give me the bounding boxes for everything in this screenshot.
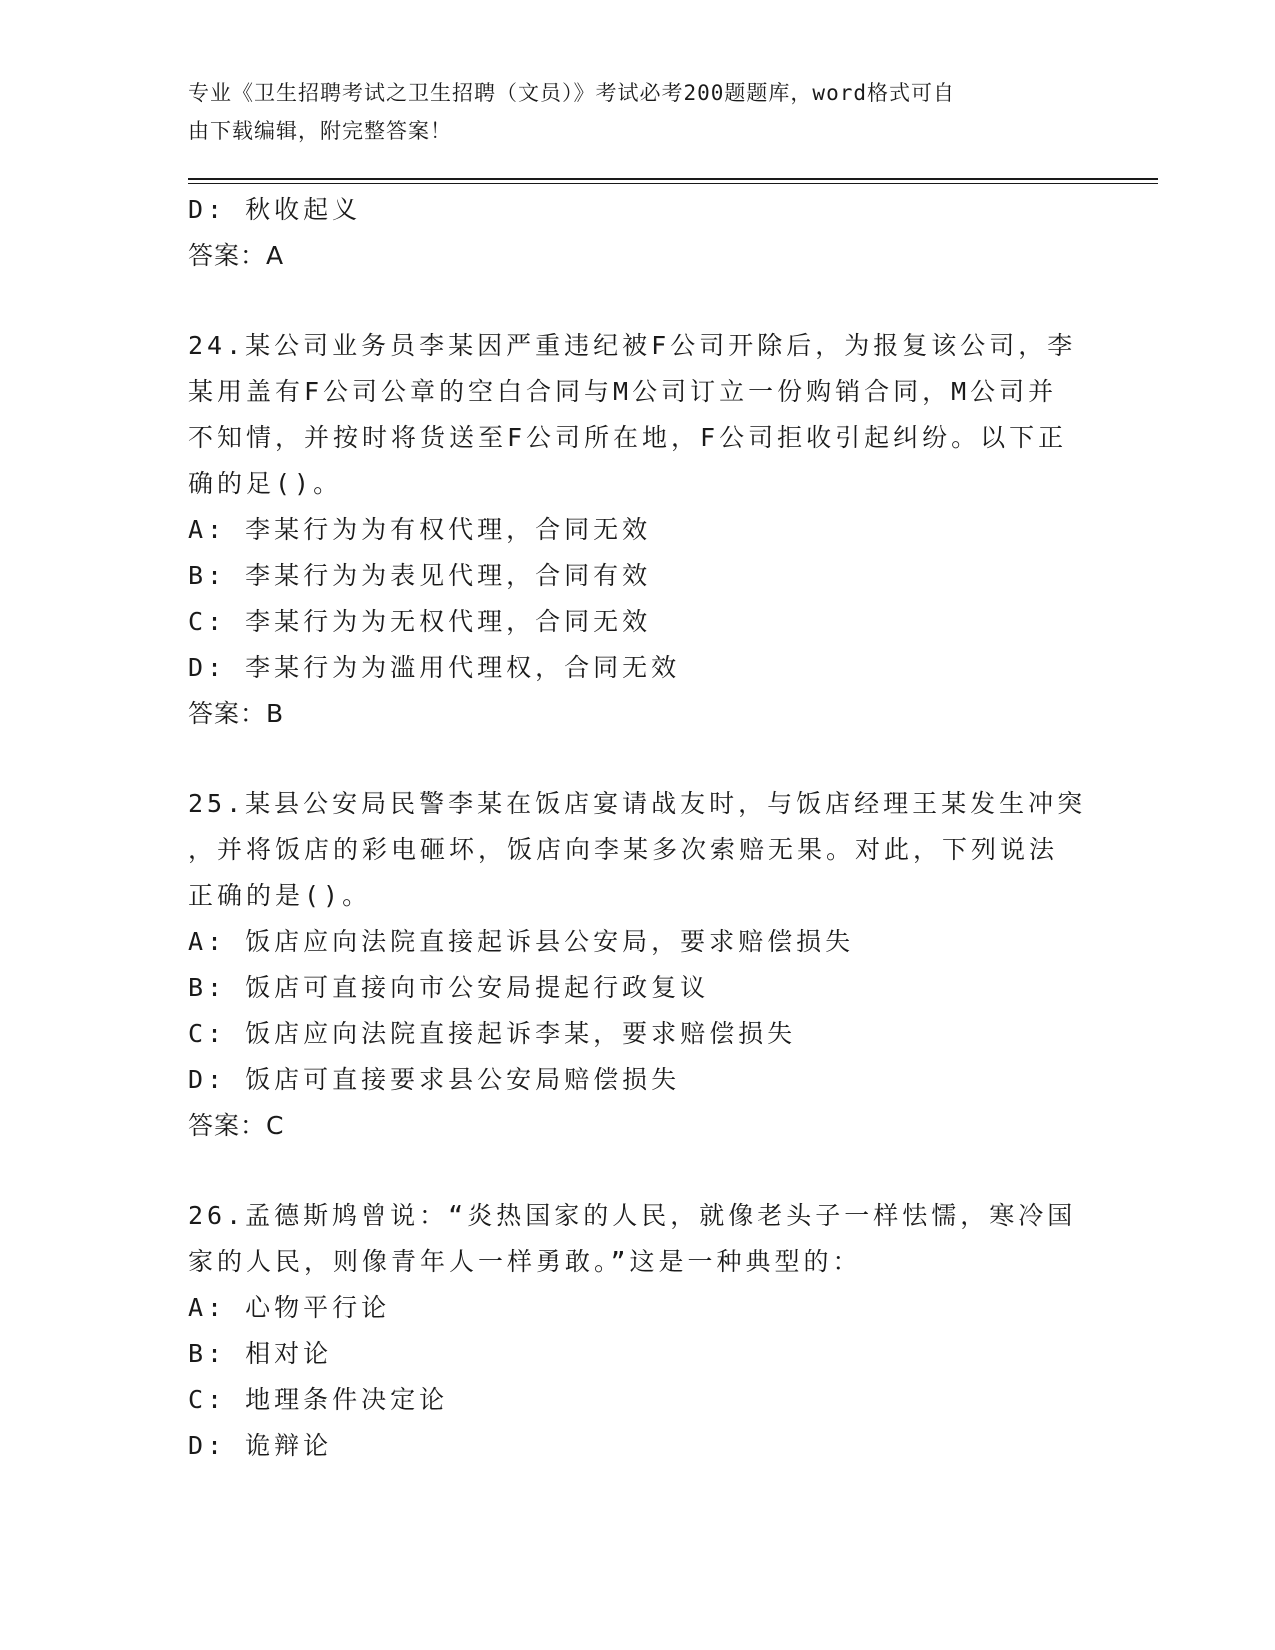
question-text-line: 家的人民，则像青年人一样勇敢。”这是一种典型的： xyxy=(188,1247,862,1276)
option-d: D: 诡辩论 xyxy=(188,1431,333,1460)
answer-line: 答案：A xyxy=(188,241,285,270)
option-b: B: 相对论 xyxy=(188,1339,333,1368)
question-text-line: 25.某县公安局民警李某在饭店宴请战友时，与饭店经理王某发生冲突 xyxy=(188,789,1087,818)
header-divider-thin xyxy=(188,183,1158,184)
question-text-line: 正确的是()。 xyxy=(188,881,372,910)
question-text-line: 确的足()。 xyxy=(188,469,343,498)
option-c: C: 地理条件决定论 xyxy=(188,1385,449,1414)
question-text-line: ，并将饭店的彩电砸坏，饭店向李某多次索赔无果。对此，下列说法 xyxy=(188,835,1059,864)
question-text-line: 24.某公司业务员李某因严重违纪被F公司开除后，为报复该公司，李 xyxy=(188,331,1077,360)
question-text-line: 某用盖有F公司公章的空白合同与M公司订立一份购销合同，M公司并 xyxy=(188,377,1058,406)
question-text-line: 不知情，并按时将货送至F公司所在地，F公司拒收引起纠纷。以下正 xyxy=(188,423,1068,452)
question-text-line: 26.孟德斯鸠曾说：“炎热国家的人民，就像老头子一样怯懦，寒冷国 xyxy=(188,1201,1077,1230)
option-c: C: 李某行为为无权代理，合同无效 xyxy=(188,607,652,636)
previous-question-tail xyxy=(188,187,1088,279)
option-b: B: 李某行为为表见代理，合同有效 xyxy=(188,561,652,590)
option-a: A: 饭店应向法院直接起诉县公安局，要求赔偿损失 xyxy=(188,927,855,956)
question-24 xyxy=(188,323,1088,737)
option-b: B: 饭店可直接向市公安局提起行政复议 xyxy=(188,973,710,1002)
option-a: A: 心物平行论 xyxy=(188,1293,391,1322)
document-header xyxy=(188,74,1068,150)
document-body xyxy=(188,187,1088,1469)
header-line-2: 由下载编辑，附完整答案！ xyxy=(188,119,452,143)
answer-line: 答案：C xyxy=(188,1111,285,1140)
option-d: D: 秋收起义 xyxy=(188,195,362,224)
option-d: D: 饭店可直接要求县公安局赔偿损失 xyxy=(188,1065,681,1094)
answer-line: 答案：B xyxy=(188,699,285,728)
header-line-1: 专业《卫生招聘考试之卫生招聘（文员）》考试必考200题题库，word格式可自 xyxy=(188,81,955,105)
option-d: D: 李某行为为滥用代理权，合同无效 xyxy=(188,653,681,682)
header-divider-thick xyxy=(188,178,1158,180)
question-26 xyxy=(188,1193,1088,1469)
option-c: C: 饭店应向法院直接起诉李某，要求赔偿损失 xyxy=(188,1019,797,1048)
option-a: A: 李某行为为有权代理，合同无效 xyxy=(188,515,652,544)
question-25 xyxy=(188,781,1088,1149)
